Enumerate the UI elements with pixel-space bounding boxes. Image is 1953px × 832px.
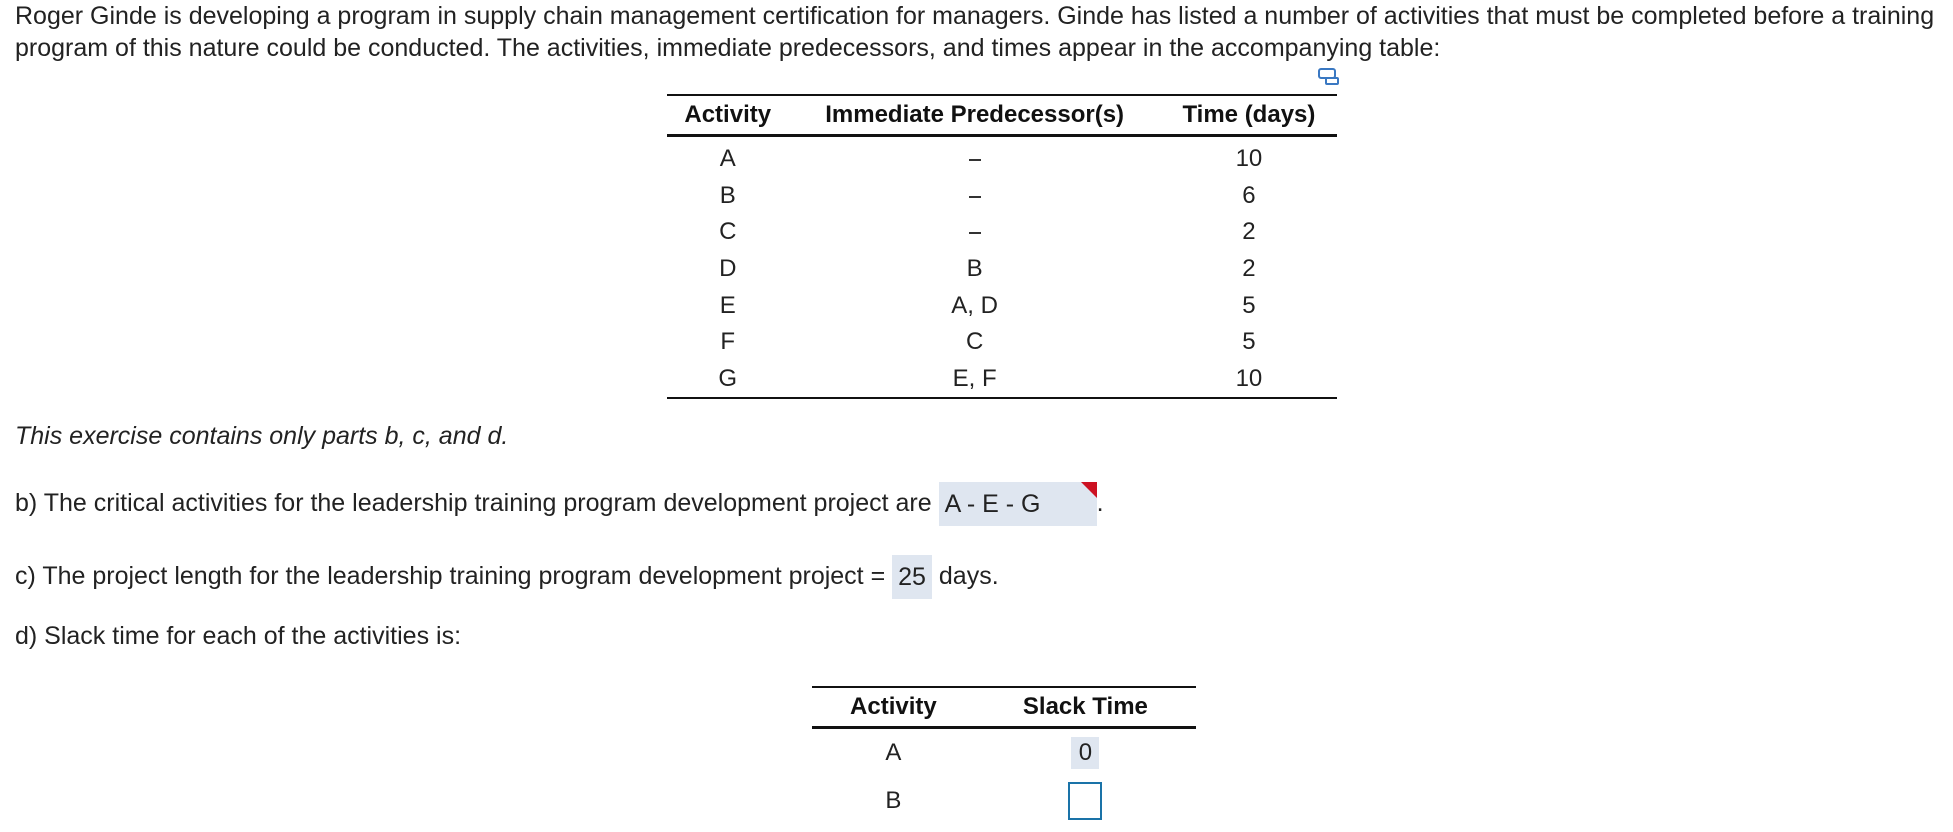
part-c-suffix: days. <box>938 562 999 590</box>
slack-answer-a[interactable]: 0 <box>1071 737 1099 769</box>
time-cell: 5 <box>1242 291 1256 319</box>
time-cell: 2 <box>1242 255 1256 283</box>
predecessor-cell <box>788 214 1160 251</box>
table-row <box>667 214 1337 251</box>
part-c <box>15 553 999 599</box>
project-length-answer[interactable]: 25 <box>892 555 932 599</box>
activity-cell: B <box>719 181 736 209</box>
part-c-text: c) The project length for the leadership training program development project = <box>15 562 886 590</box>
time-cell: 10 <box>1235 364 1263 392</box>
table-row <box>667 361 1337 399</box>
table-row <box>812 777 1196 825</box>
part-d: d) Slack time for each of the activities is: <box>15 622 462 650</box>
table-row <box>667 287 1337 324</box>
expand-table-icon[interactable] <box>1318 68 1340 86</box>
table-row <box>667 136 1337 178</box>
table-row <box>667 178 1337 215</box>
critical-activities-value: A - E - G <box>944 490 1041 519</box>
header-slack-activity: Activity <box>812 687 975 728</box>
part-b <box>15 478 1104 528</box>
part-b-suffix: . <box>1096 489 1104 517</box>
slack-table-header <box>812 687 1196 728</box>
slack-input-b[interactable] <box>1068 782 1102 820</box>
activity-table-header <box>667 95 1337 136</box>
predecessor-cell: E, F <box>952 364 997 392</box>
time-cell: 6 <box>1242 181 1256 209</box>
predecessor-cell: C <box>965 328 984 356</box>
time-cell: 10 <box>1235 145 1263 173</box>
table-row <box>667 251 1337 288</box>
activity-cell: A <box>719 145 736 173</box>
activity-cell: C <box>719 218 737 246</box>
slack-activity-cell: B <box>885 787 902 814</box>
dash-mark <box>969 232 981 234</box>
activity-cell: F <box>720 328 736 356</box>
problem-intro: Roger Ginde is developing a program in supply chain management certification for managers. Ginde has listed a number of activities that must be completed before a training program of this nature could be conducted. The activities, immediate predecessors, and times appear in the accompanying table: <box>15 2 1935 62</box>
exercise-note: This exercise contains only parts b, c, and d. <box>15 422 509 450</box>
part-b-text: b) The critical activities for the leadership training program development project are <box>15 489 932 517</box>
predecessor-cell: B <box>966 255 983 283</box>
critical-activities-answer[interactable] <box>939 482 1097 526</box>
header-predecessors: Immediate Predecessor(s) <box>788 95 1160 136</box>
time-cell: 2 <box>1242 218 1256 246</box>
activity-cell: E <box>719 291 736 319</box>
slack-activity-cell: A <box>885 739 902 766</box>
activity-table <box>667 94 1337 399</box>
time-cell: 5 <box>1242 328 1256 356</box>
header-activity: Activity <box>667 95 788 136</box>
dash-mark <box>969 196 981 198</box>
table-row <box>667 324 1337 361</box>
slack-cell <box>975 728 1196 778</box>
slack-table <box>812 686 1196 825</box>
header-slack-time: Slack Time <box>975 687 1196 728</box>
predecessor-cell <box>788 178 1160 215</box>
dash-mark <box>969 159 981 161</box>
slack-cell <box>975 777 1196 825</box>
header-time: Time (days) <box>1161 95 1337 136</box>
predecessor-cell <box>788 136 1160 178</box>
predecessor-cell: A, D <box>951 291 998 319</box>
activity-cell: G <box>718 364 738 392</box>
table-row <box>812 728 1196 778</box>
feedback-flag-icon <box>1081 482 1097 498</box>
activity-cell: D <box>719 255 737 283</box>
